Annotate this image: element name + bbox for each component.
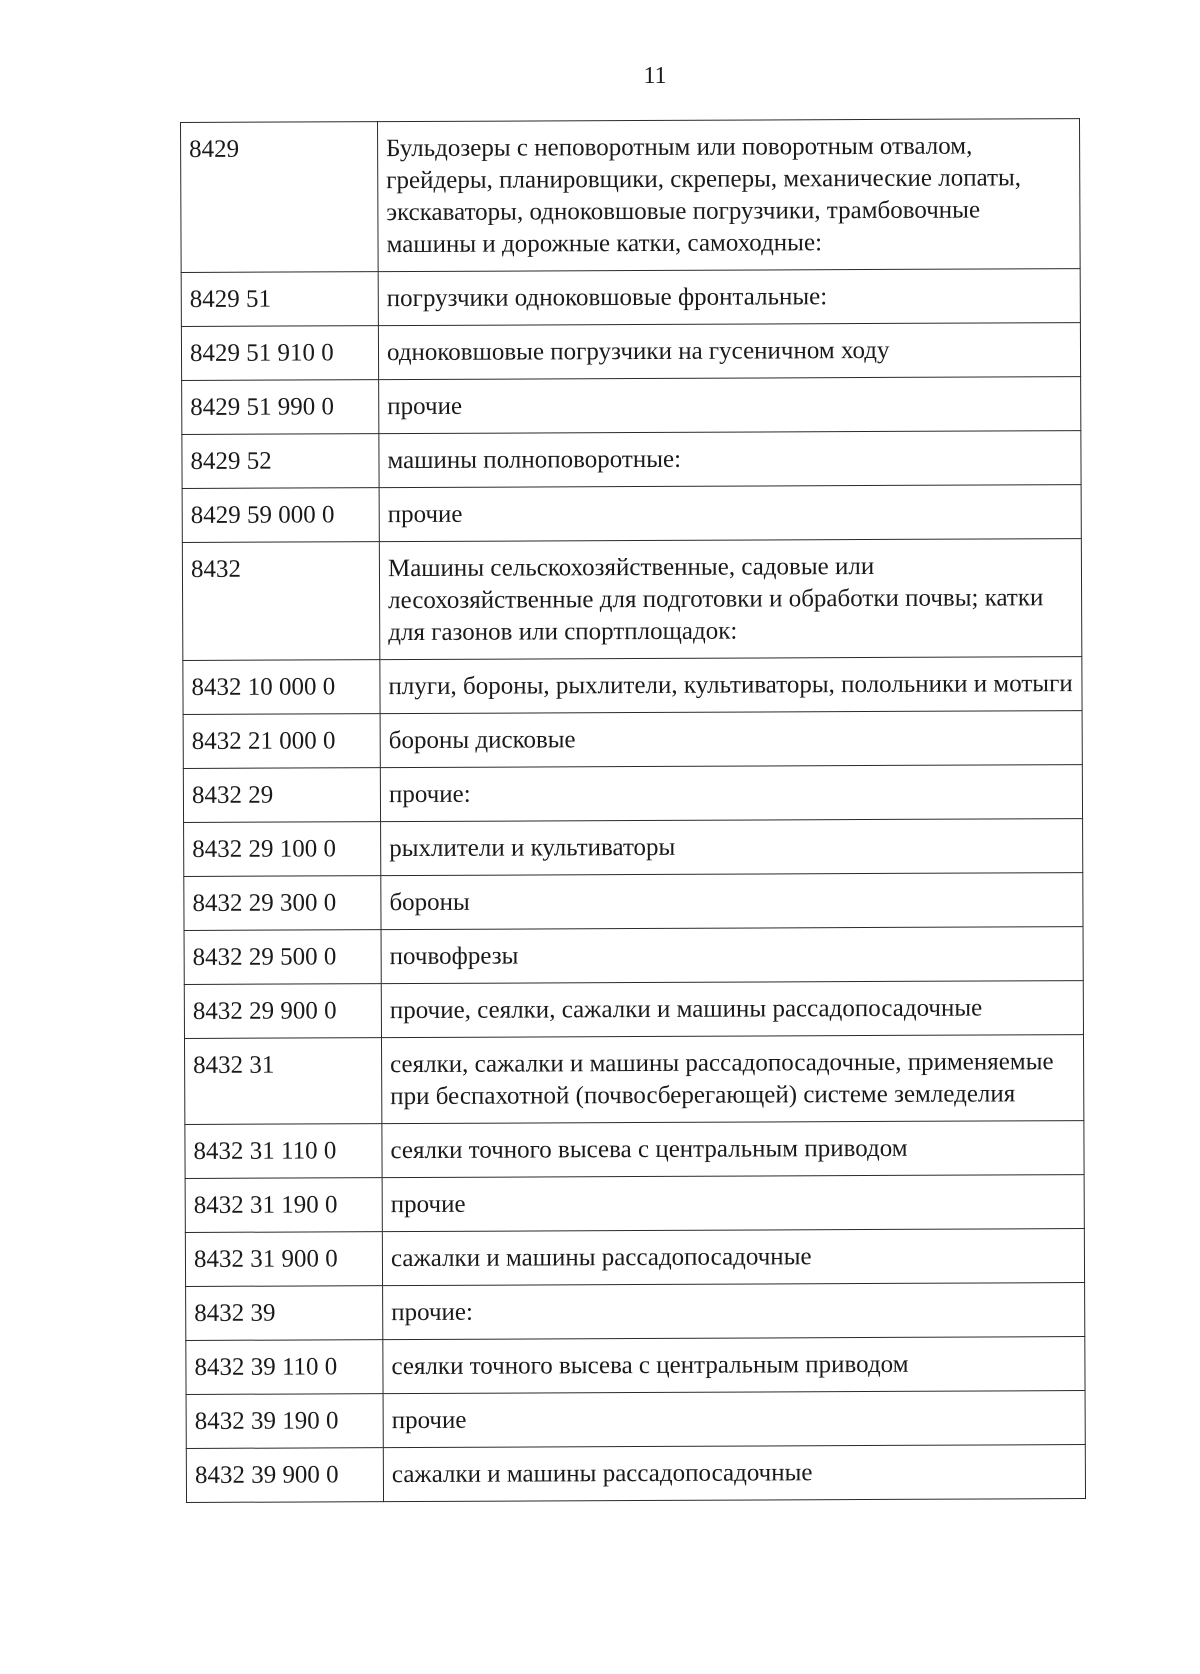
- description-cell: сажалки и машины рассадопосадочные: [382, 1229, 1084, 1286]
- table-row: [182, 539, 1082, 661]
- code-cell: 8432 21 000 0: [183, 714, 380, 769]
- code-cell: 8432 31: [184, 1038, 381, 1125]
- code-cell: 8432 29 500 0: [184, 930, 381, 985]
- description-cell: Машины сельскохозяйственные, садовые или лесохозяйственные для подготовки и обработки почвы; катки для газонов или спортплощадок:: [379, 539, 1082, 660]
- table-row: [185, 1229, 1084, 1287]
- code-cell: 8432 31 900 0: [185, 1232, 382, 1287]
- code-cell: 8432 29 300 0: [184, 876, 381, 931]
- description-cell: бороны: [381, 873, 1083, 930]
- code-cell: 8432 39: [186, 1286, 383, 1341]
- description-cell: прочие: [379, 377, 1081, 434]
- table-row: [186, 1337, 1085, 1395]
- code-cell: 8432 31 110 0: [185, 1124, 382, 1179]
- table-row: [186, 1283, 1085, 1341]
- table-row: [181, 119, 1081, 273]
- description-cell: прочие:: [380, 765, 1082, 822]
- code-cell: 8432 10 000 0: [183, 660, 380, 715]
- description-cell: рыхлители и культиваторы: [381, 819, 1083, 876]
- table-row: [182, 377, 1081, 435]
- table-row: [184, 927, 1083, 985]
- description-cell: сеялки точного высева с центральным приводом: [383, 1337, 1085, 1394]
- page-number: 11: [643, 63, 667, 89]
- table-row: [184, 1035, 1083, 1125]
- table-row: [185, 1175, 1084, 1233]
- description-cell: Бульдозеры с неповоротным или поворотным отвалом, грейдеры, планировщики, скреперы, механические лопаты, экскаваторы, одноковшовые погрузчики, трамбовочные машины и дорожные катки, самоходные:: [378, 119, 1081, 272]
- table-row: [183, 657, 1082, 715]
- tariff-code-table: [180, 118, 1086, 1503]
- table-row: [182, 485, 1081, 543]
- code-cell: 8429 59 000 0: [182, 488, 379, 543]
- code-cell: 8432 29 900 0: [184, 984, 381, 1039]
- description-cell: прочие: [379, 485, 1081, 542]
- description-cell: плуги, бороны, рыхлители, культиваторы, полольники и мотыги: [380, 657, 1082, 714]
- table-row: [183, 711, 1082, 769]
- code-cell: 8429 51 910 0: [181, 326, 378, 381]
- table-row: [186, 1391, 1085, 1449]
- description-cell: почвофрезы: [381, 927, 1083, 984]
- code-cell: 8429 52: [182, 434, 379, 489]
- description-cell: одноковшовые погрузчики на гусеничном ходу: [378, 323, 1080, 380]
- table-row: [181, 323, 1080, 381]
- table-row: [184, 981, 1083, 1039]
- table-row: [185, 1121, 1084, 1179]
- code-cell: 8432 29: [183, 768, 380, 823]
- code-cell: 8429 51 990 0: [182, 380, 379, 435]
- code-cell: 8432 39 190 0: [186, 1394, 383, 1449]
- description-cell: сеялки точного высева с центральным приводом: [382, 1121, 1084, 1178]
- table-body: [181, 119, 1086, 1503]
- code-cell: 8429: [181, 122, 379, 273]
- table-row: [184, 873, 1083, 931]
- description-cell: машины полноповоротные:: [379, 431, 1081, 488]
- table-row: [186, 1445, 1085, 1503]
- code-cell: 8432 29 100 0: [184, 822, 381, 877]
- description-cell: прочие:: [383, 1283, 1085, 1340]
- code-cell: 8432 39 900 0: [186, 1448, 383, 1503]
- code-cell: 8432 39 110 0: [186, 1340, 383, 1395]
- description-cell: прочие: [383, 1391, 1085, 1448]
- description-cell: сеялки, сажалки и машины рассадопосадочные, применяемые при беспахотной (почвосберегающей) системе земледелия: [381, 1035, 1083, 1124]
- table-row: [181, 269, 1080, 327]
- description-cell: прочие, сеялки, сажалки и машины рассадопосадочные: [381, 981, 1083, 1038]
- description-cell: погрузчики одноковшовые фронтальные:: [378, 269, 1080, 326]
- code-cell: 8432 31 190 0: [185, 1178, 382, 1233]
- description-cell: прочие: [382, 1175, 1084, 1232]
- description-cell: бороны дисковые: [380, 711, 1082, 768]
- description-cell: сажалки и машины рассадопосадочные: [383, 1445, 1085, 1502]
- code-cell: 8432: [182, 542, 380, 661]
- table-row: [183, 765, 1082, 823]
- table-row: [184, 819, 1083, 877]
- code-cell: 8429 51: [181, 272, 378, 327]
- table-row: [182, 431, 1081, 489]
